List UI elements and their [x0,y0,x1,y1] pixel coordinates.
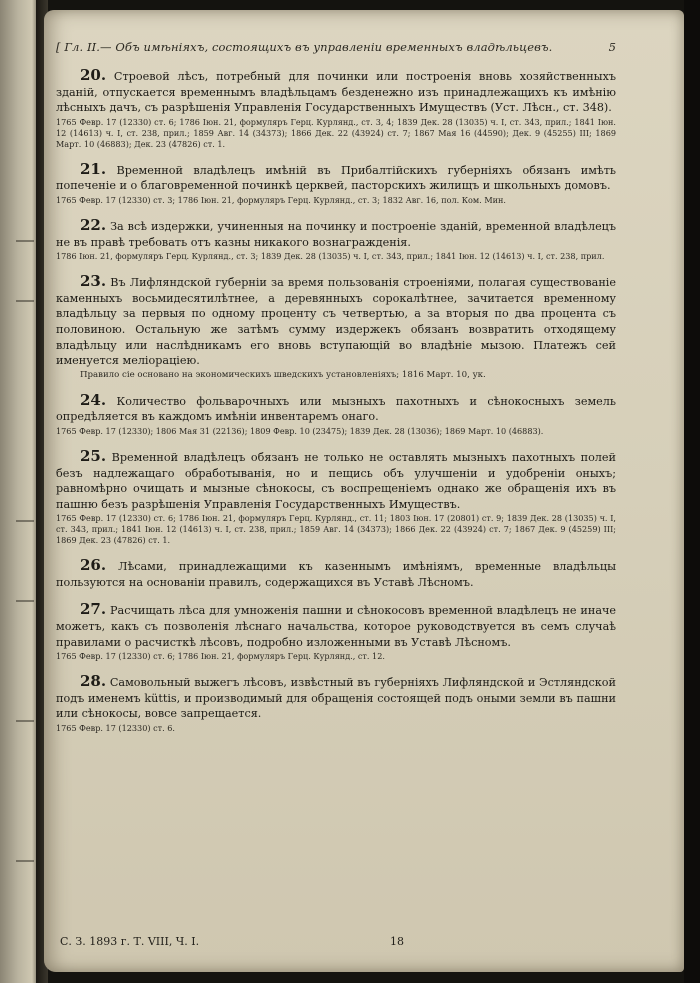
article-text: Количество фольварочныхъ или мызныхъ пахотныхъ и сѣнокосныхъ земель опредѣляется въ каждомъ имѣніи инвентаремъ онаго. [56,394,616,424]
header-page-number: 5 [608,40,616,54]
dark-background [684,0,700,983]
article-number: 25. [80,446,107,465]
article-text: Въ Лифляндской губерніи за время пользованія строеніями, полагая существованіе каменныхъ восьмидесятилѣтнее, а деревянныхъ сорокалѣтнее, зачитается временному владѣльцу за первыя по одному проценту съ четвертью, а за вторыя по два процента съ половиною. Остальную же затѣмъ сумму издержекъ обязанъ возвратить отходящему владѣльцу или наслѣдникамъ его вновь вступающій во владѣніе мызою. Платежъ сей именуется мелiорацiею. [56,276,616,368]
adjacent-page-mark [16,300,34,302]
article-number: 23. [80,272,107,291]
footer-sheet-number: 18 [390,935,404,948]
article-23 [56,274,616,381]
article-25 [56,446,616,546]
adjacent-page-mark [16,600,34,602]
article-number: 27. [80,600,107,619]
page-footer [60,935,620,948]
article-citation: 1786 Іюн. 21, формуляръ Герц. Курлянд., ст. 3; 1839 Дек. 28 (13035) ч. I, ст. 343, прил.; 1841 Іюн. 12 (14613) ч. I, ст. 238, прил. [56,251,605,262]
article-citation: 1765 Февр. 17 (12330) ст. 6. [56,723,175,734]
adjacent-page-edge [0,0,40,983]
article-text: Временной владѣлецъ имѣній въ Прибалтійскихъ губерніяхъ обязанъ имѣть попеченіе и о благовременной починкѣ церквей, пасторскихъ жилищъ и школьныхъ домовъ. [56,163,616,193]
adjacent-page-mark [16,860,34,862]
article-number: 28. [80,672,107,691]
article-text: Строевой лѣсъ, потребный для починки или построенія вновь хозяйственныхъ зданій, отпускается временнымъ владѣльцамъ безденежно изъ принадлежащихъ къ имѣнію лѣсныхъ дачъ, съ разрѣшенія Управленія Государственныхъ Имуществъ (Уст. Лѣсн., ст. 348). [56,70,617,115]
article-text: Лѣсами, принадлежащими къ казеннымъ имѣніямъ, временные владѣльцы пользуются на основаніи правилъ, содержащихся въ Уставѣ Лѣсномъ. [56,560,617,589]
article-20 [56,68,616,150]
article-number: 26. [80,556,107,575]
article-body [56,68,616,116]
articles-list [56,68,616,734]
article-body [56,274,616,369]
adjacent-page-mark [16,240,34,242]
footer-signature: С. З. 1893 г. Т. VIII, Ч. I. [60,935,200,948]
article-citation: 1765 Февр. 17 (12330) ст. 6; 1786 Іюн. 21, формуляръ Герц. Курлянд., ст. 3, 4; 1839 Дек. 28 (13035) ч. I, ст. 343, прил.; 1841 Іюн. 12 (14613) ч. I, ст. 238, прил.; 1859 Авг. 14 (34373); 1866 Дек. 22 (43924) ст. 7; 1867 Мая 16 (44590); Дек. 9 (45255) III; 1869 Март. 10 (46883); Дек. 23 (47826) ст. 1. [56,116,616,149]
running-header [56,40,616,54]
article-citation: 1765 Февр. 17 (12330); 1806 Мая 31 (22136); 1809 Февр. 10 (23475); 1839 Дек. 28 (13036); 1869 Март. 10 (46883). [56,425,544,436]
article-text: Самовольный выжегъ лѣсовъ, извѣстный въ губерніяхъ Лифляндской и Эстляндской подъ именемъ küttis, и производимый для обращенія состоящей подъ оными земли въ пашни или сѣнокосы, вовсе запрещается. [56,676,616,721]
article-body [56,558,616,590]
adjacent-page-mark [16,520,34,522]
page-content [56,40,616,746]
article-body [56,446,616,512]
article-28 [56,674,616,734]
article-citation: 1765 Февр. 17 (12330) ст. 3; 1786 Іюн. 21, формуляръ Герц. Курлянд., ст. 3; 1832 Авг. 16, пол. Ком. Мин. [56,194,506,205]
article-26 [56,558,616,590]
article-number: 22. [80,215,107,234]
article-body [56,390,616,425]
article-citation: 1765 Февр. 17 (12330) ст. 6; 1786 Іюн. 21, формуляръ Герц. Курлянд., ст. 12. [56,651,385,662]
article-body [56,602,616,650]
article-27 [56,602,616,662]
article-text: Временной владѣлецъ обязанъ не только не оставлять мызныхъ пахотныхъ полей безъ надлежащаго обработыванія, но и пещись объ улучшеніи и удобреніи оныхъ; равномѣрно очищать и мызные сѣнокосы, съ воспрещеніемъ однако же обращенія ихъ въ пашню безъ разрѣшенія Управленія Государственныхъ Имуществъ. [56,450,616,511]
article-body [56,215,616,250]
article-citation: 1765 Февр. 17 (12330) ст. 6; 1786 Іюн. 21, формуляръ Герц. Курлянд., ст. 11; 1803 Іюн. 17 (20801) ст. 9; 1839 Дек. 28 (13035) ч. I, ст. 343, прил.; 1841 Іюн. 12 (14613) ч. I, ст. 238, прил.; 1859 Авг. 14 (34373); 1866 Дек. 22 (43924) ст. 7; 1867 Дек. 9 (45259) III; 1869 Дек. 23 (47826) ст. 1. [56,513,616,546]
article-21 [56,159,616,206]
article-22 [56,215,616,262]
article-note: Правило сіе основано на экономическихъ шведскихъ установленіяхъ; 1816 Март. 10, ук. [80,369,486,380]
article-number: 20. [80,66,107,84]
article-body [56,159,616,194]
article-24 [56,390,616,437]
article-body [56,674,616,722]
article-number: 21. [80,159,107,178]
article-number: 24. [80,390,107,409]
adjacent-page-mark [16,720,34,722]
header-title: [ Гл. II.— Объ имѣніяхъ, состоящихъ въ управленіи временныхъ владѣльцевъ. [56,40,553,54]
article-text: Расчищать лѣса для умноженія пашни и сѣнокосовъ временной владѣлецъ не иначе можетъ, какъ съ позволенія лѣснаго начальства, которое руководствуется въ семъ случаѣ правилами о расчисткѣ лѣсовъ, подробно изложенными въ Уставѣ Лѣсномъ. [56,604,616,649]
article-text: За всѣ издержки, учиненныя на починку и построеніе зданій, временной владѣлецъ не въ правѣ требовать отъ казны никакого вознагражденія. [56,219,616,249]
